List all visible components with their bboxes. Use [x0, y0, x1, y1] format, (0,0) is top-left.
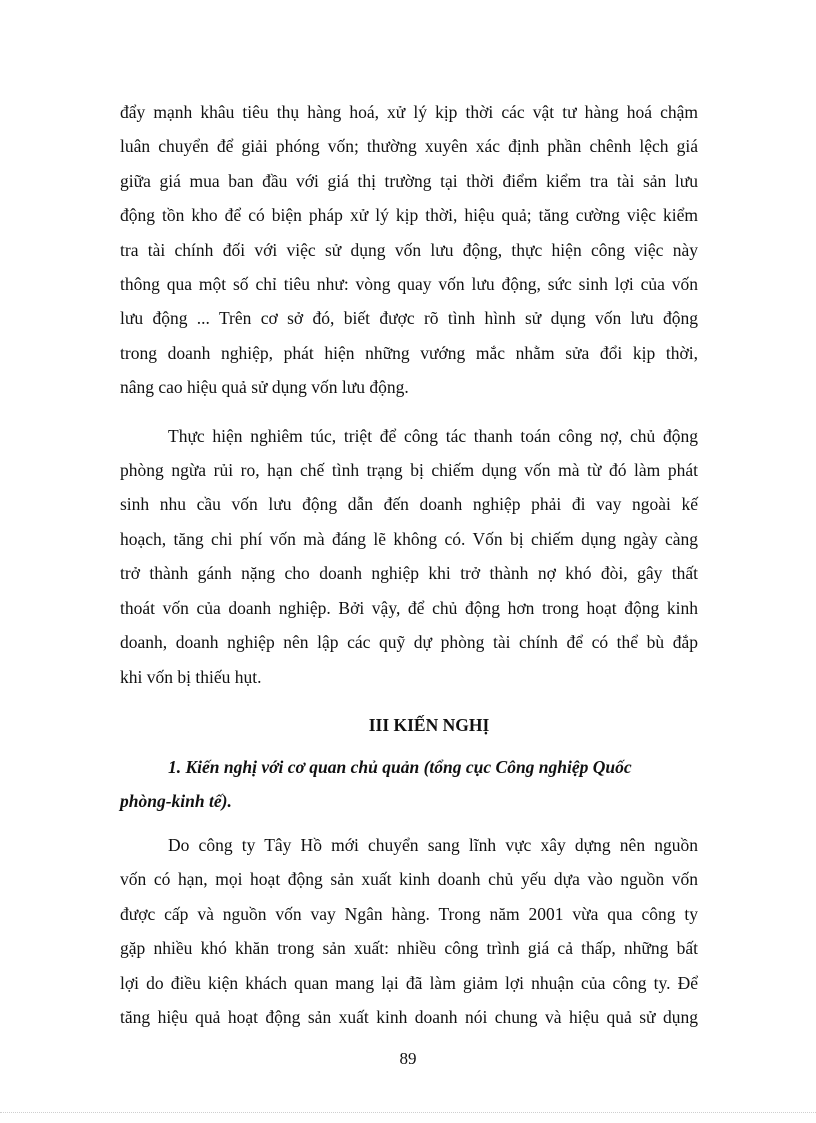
text-line: động tồn kho để có biện pháp xử lý kịp thời, hiệu quả; tăng cường việc kiểm	[120, 205, 698, 226]
text-line: phòng ngừa rủi ro, hạn chế tình trạng bị chiếm dụng vốn mà từ đó làm phát	[120, 460, 698, 481]
text-line: nâng cao hiệu quả sử dụng vốn lưu động.	[120, 377, 409, 398]
text-line: thông qua một số chỉ tiêu như: vòng quay vốn lưu động, sức sinh lợi của vốn	[120, 274, 698, 295]
text-line: tăng hiệu quả hoạt động sản xuất kinh doanh nói chung và hiệu quả sử dụng	[120, 1006, 698, 1027]
text-line: trong doanh nghiệp, phát hiện những vướng mắc nhằm sửa đổi kịp thời,	[120, 342, 698, 363]
text-line: thoát vốn của doanh nghiệp. Bởi vậy, để chủ động hơn trong hoạt động kinh	[120, 597, 698, 618]
text-line: khi vốn bị thiếu hụt.	[120, 666, 262, 687]
paragraph-gap	[120, 405, 698, 419]
text-line: lợi do điều kiện khách quan mang lại đã làm giảm lợi nhuận của công ty. Để	[120, 972, 698, 993]
paragraph-2	[120, 419, 698, 694]
text-line: tra tài chính đối với việc sử dụng vốn lưu động, thực hiện công việc này	[120, 239, 698, 260]
text-line: Thực hiện nghiêm túc, triệt để công tác thanh toán công nợ, chủ động	[168, 425, 698, 446]
text-line: hoạch, tăng chi phí vốn mà đáng lẽ không có. Vốn bị chiếm dụng ngày càng	[120, 528, 698, 549]
sub-heading-line: 1. Kiến nghị với cơ quan chủ quản (tổng cục Công nghiệp Quốc	[168, 756, 632, 777]
text-line: doanh, doanh nghiệp nên lập các quỹ dự phòng tài chính để có thể bù đắp	[120, 632, 698, 653]
paragraph-3	[120, 828, 698, 1034]
page-bottom-divider	[0, 1112, 816, 1113]
sub-heading	[120, 750, 698, 818]
text-line: gặp nhiều khó khăn trong sản xuất: nhiều công trình giá cả thấp, những bất	[120, 938, 698, 959]
paragraph-gap	[120, 694, 698, 708]
sub-heading-line: phòng-kinh tế).	[120, 790, 232, 811]
paragraph-1	[120, 95, 698, 405]
text-line: đẩy mạnh khâu tiêu thụ hàng hoá, xử lý kịp thời các vật tư hàng hoá chậm	[120, 102, 698, 122]
text-line: luân chuyển để giải phóng vốn; thường xuyên xác định phần chênh lệch giá	[120, 136, 698, 157]
text-line: Do công ty Tây Hồ mới chuyển sang lĩnh vực xây dựng nên nguồn	[168, 834, 698, 855]
page-number: 89	[399, 1049, 417, 1068]
paragraph-gap	[120, 742, 698, 750]
text-line: được cấp và nguồn vốn vay Ngân hàng. Trong năm 2001 vừa qua công ty	[120, 903, 698, 924]
text-line: vốn có hạn, mọi hoạt động sản xuất kinh doanh chủ yếu dựa vào nguồn vốn	[120, 869, 698, 890]
text-line: sinh nhu cầu vốn lưu động dẫn đến doanh nghiệp phải đi vay ngoài kế	[120, 494, 698, 515]
text-line: trở thành gánh nặng cho doanh nghiệp khi trở thành nợ khó đòi, gây thất	[120, 563, 698, 584]
text-line: giữa giá mua ban đầu với giá thị trường tại thời điểm kiểm tra tài sản lưu	[120, 170, 698, 191]
paragraph-gap	[120, 818, 698, 828]
page-content	[120, 95, 698, 1034]
text-line: lưu động ... Trên cơ sở đó, biết được rõ tình hình sử dụng vốn lưu động	[120, 308, 698, 329]
section-heading: III KIẾN NGHỊ	[368, 714, 490, 735]
